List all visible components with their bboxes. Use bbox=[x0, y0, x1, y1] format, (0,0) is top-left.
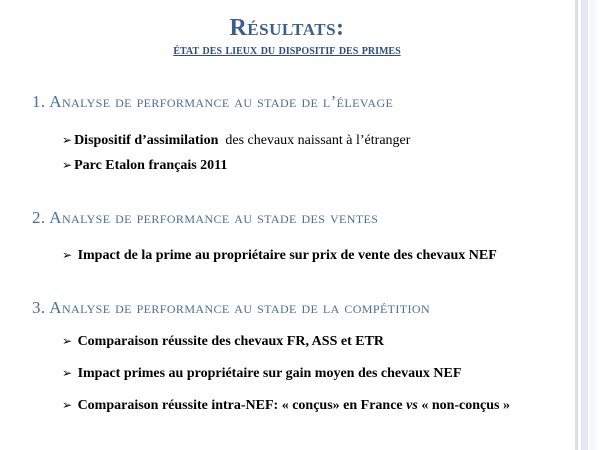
section-heading-3: 3. Analyse de performance au stade de la compétition bbox=[32, 298, 431, 317]
bullet-text: des chevaux naissant à l’étranger bbox=[218, 133, 411, 148]
bullet-item bbox=[62, 158, 227, 174]
bullet-item bbox=[62, 398, 510, 414]
bullet-bold-text: Comparaison réussite des chevaux FR, ASS et ETR bbox=[77, 334, 385, 349]
arrow-bullet-icon: ➢ bbox=[62, 158, 73, 172]
bullet-item bbox=[62, 133, 410, 149]
arrow-bullet-icon: ➢ bbox=[62, 334, 73, 348]
bullet-bold-text: Impact primes au propriétaire sur gain moyen des chevaux NEF bbox=[77, 366, 462, 381]
bullet-bold-text: Dispositif d’assimilation bbox=[74, 133, 219, 148]
bullet-bold-tail: « non-conçus » bbox=[417, 398, 510, 413]
arrow-bullet-icon: ➢ bbox=[62, 398, 73, 412]
edge-stripe-2 bbox=[581, 0, 588, 450]
section-heading-1: 1. Analyse de performance au stade de l’élevage bbox=[32, 92, 394, 111]
bullet-bold-text: Comparaison réussite intra-NEF: « conçus» en France bbox=[77, 398, 407, 413]
bullet-bold-text: Parc Etalon français 2011 bbox=[74, 158, 228, 173]
bullet-item bbox=[62, 334, 384, 350]
section-heading-2: 2. Analyse de performance au stade des ventes bbox=[32, 208, 379, 227]
edge-stripe-3 bbox=[590, 0, 600, 450]
bullet-italic-text: vs bbox=[406, 398, 418, 413]
bullet-item bbox=[62, 248, 497, 264]
arrow-bullet-icon: ➢ bbox=[62, 133, 73, 147]
slide-title: Résultats: bbox=[229, 15, 345, 41]
bullet-item bbox=[62, 366, 461, 382]
edge-stripe-1 bbox=[575, 0, 578, 450]
bullet-bold-text: Impact de la prime au propriétaire sur prix de vente des chevaux NEF bbox=[77, 248, 497, 263]
slide-subtitle: état des lieux du dispositif des primes bbox=[173, 43, 401, 58]
arrow-bullet-icon: ➢ bbox=[62, 248, 73, 262]
arrow-bullet-icon: ➢ bbox=[62, 366, 73, 380]
